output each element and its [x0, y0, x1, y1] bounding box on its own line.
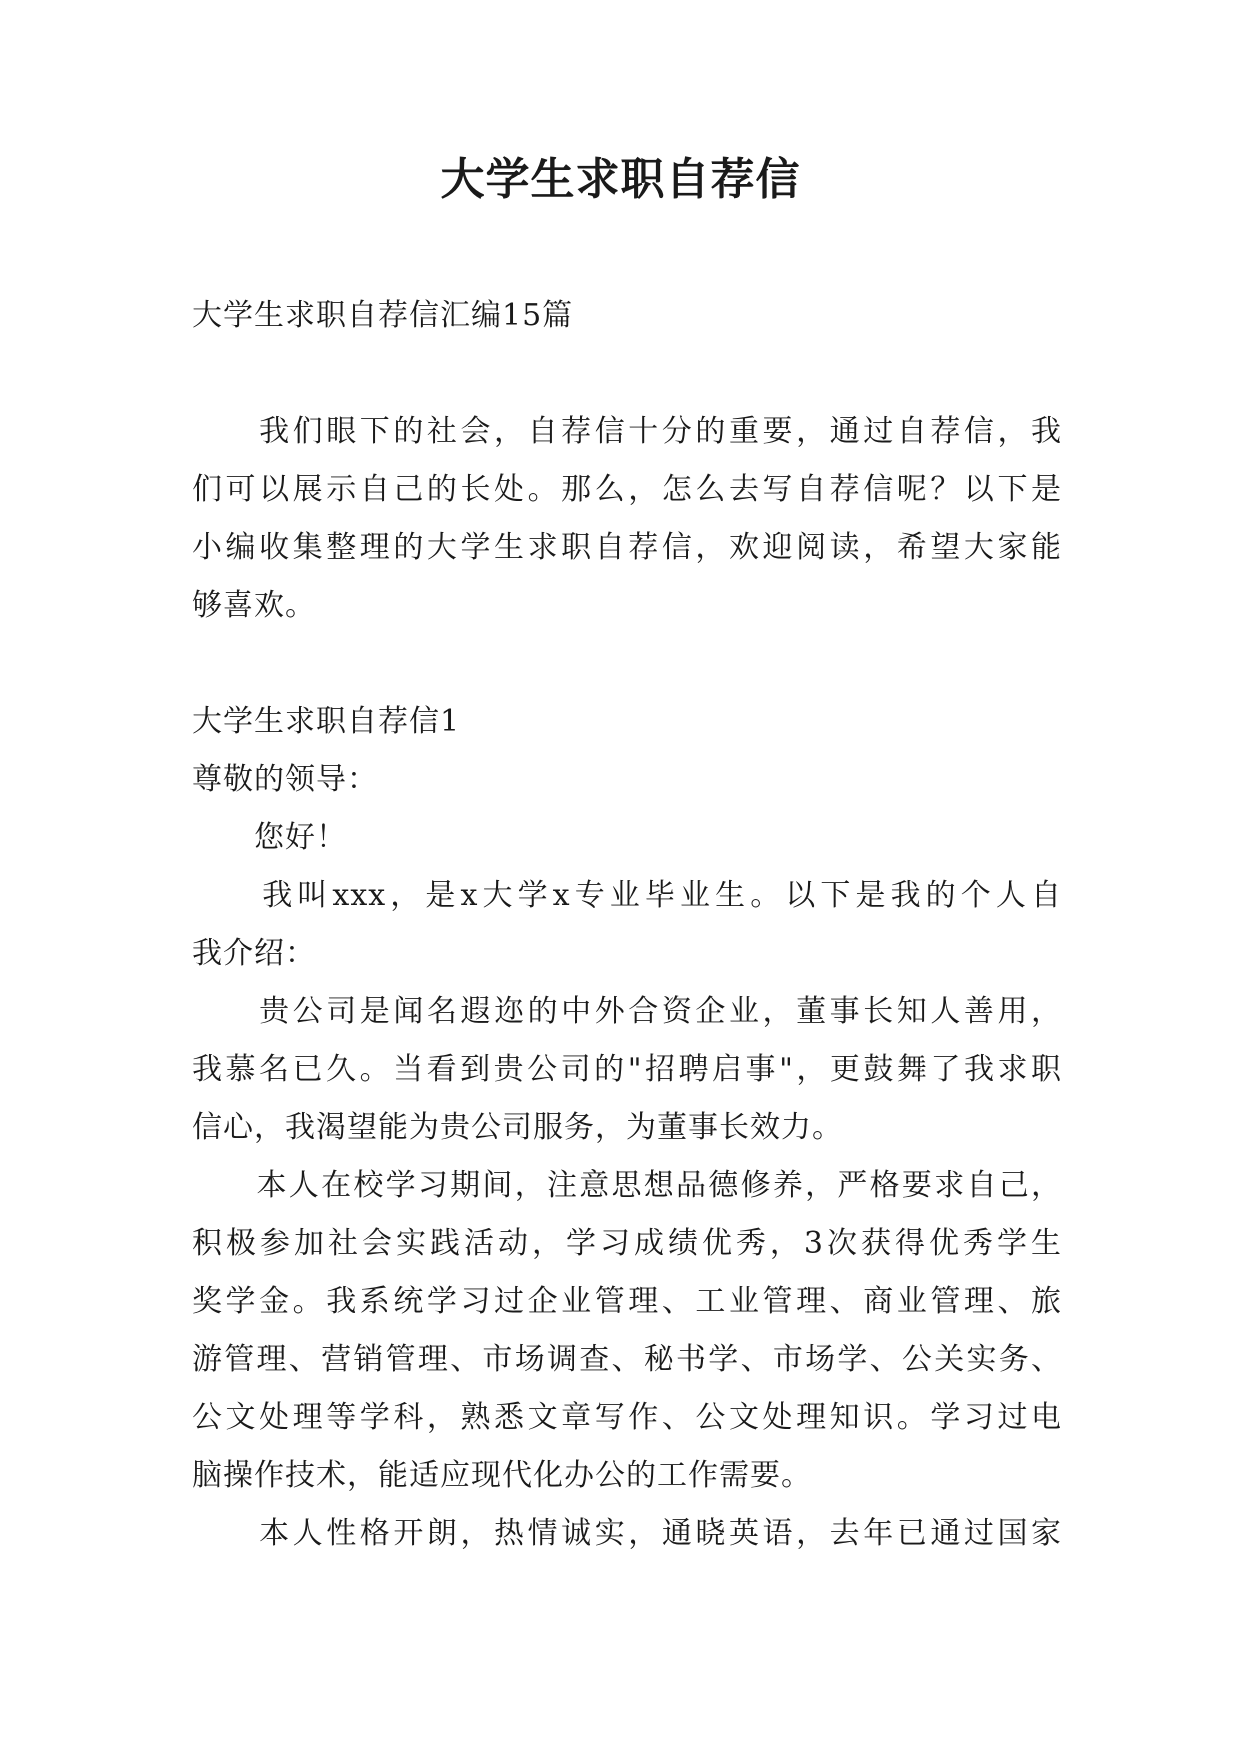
spacer	[192, 635, 1062, 693]
paragraph-personality	[192, 1505, 1062, 1563]
paragraph-company	[192, 983, 1062, 1157]
intro-line: 们可以展示自己的长处。那么，怎么去写自荐信呢？以下是	[192, 472, 1062, 507]
paragraph-line: 脑操作技术，能适应现代化办公的工作需要。	[192, 1458, 812, 1493]
paragraph-line: 我慕名已久。当看到贵公司的"招聘启事"，更鼓舞了我求职	[192, 1052, 1062, 1087]
letter-heading: 大学生求职自荐信1	[192, 704, 461, 739]
spacer	[192, 345, 1062, 403]
paragraph-line: 本人性格开朗，热情诚实，通晓英语，去年已通过国家	[192, 1516, 1062, 1551]
paragraph-line: 本人在校学习期间，注意思想品德修养，严格要求自己，	[192, 1168, 1062, 1203]
intro-line: 够喜欢。	[192, 588, 316, 623]
collection-subtitle: 大学生求职自荐信汇编15篇	[192, 298, 574, 333]
paragraph-line: 我介绍：	[192, 936, 316, 971]
intro-line: 我们眼下的社会，自荐信十分的重要，通过自荐信，我	[192, 414, 1062, 449]
salutation: 尊敬的领导：	[192, 762, 378, 797]
paragraph-line: 奖学金。我系统学习过企业管理、工业管理、商业管理、旅	[192, 1284, 1062, 1319]
paragraph-line: 我叫xxx，是x大学x专业毕业生。以下是我的个人自	[192, 878, 1062, 913]
paragraph-line: 积极参加社会实践活动，学习成绩优秀，3次获得优秀学生	[192, 1226, 1062, 1261]
intro-line: 小编收集整理的大学生求职自荐信，欢迎阅读，希望大家能	[192, 530, 1062, 565]
document-body	[192, 287, 1062, 1563]
paragraph-line: 信心，我渴望能为贵公司服务，为董事长效力。	[192, 1110, 843, 1145]
paragraph-introduction	[192, 867, 1062, 983]
paragraph-line: 游管理、营销管理、市场调查、秘书学、市场学、公关实务、	[192, 1342, 1062, 1377]
document-title: 大学生求职自荐信	[440, 154, 801, 205]
intro-paragraph	[192, 403, 1062, 635]
greeting: 您好！	[192, 820, 347, 855]
paragraph-line: 公文处理等学科，熟悉文章写作、公文处理知识。学习过电	[192, 1400, 1062, 1435]
paragraph-line: 贵公司是闻名遐迩的中外合资企业，董事长知人善用，	[192, 994, 1062, 1029]
paragraph-education	[192, 1157, 1062, 1505]
